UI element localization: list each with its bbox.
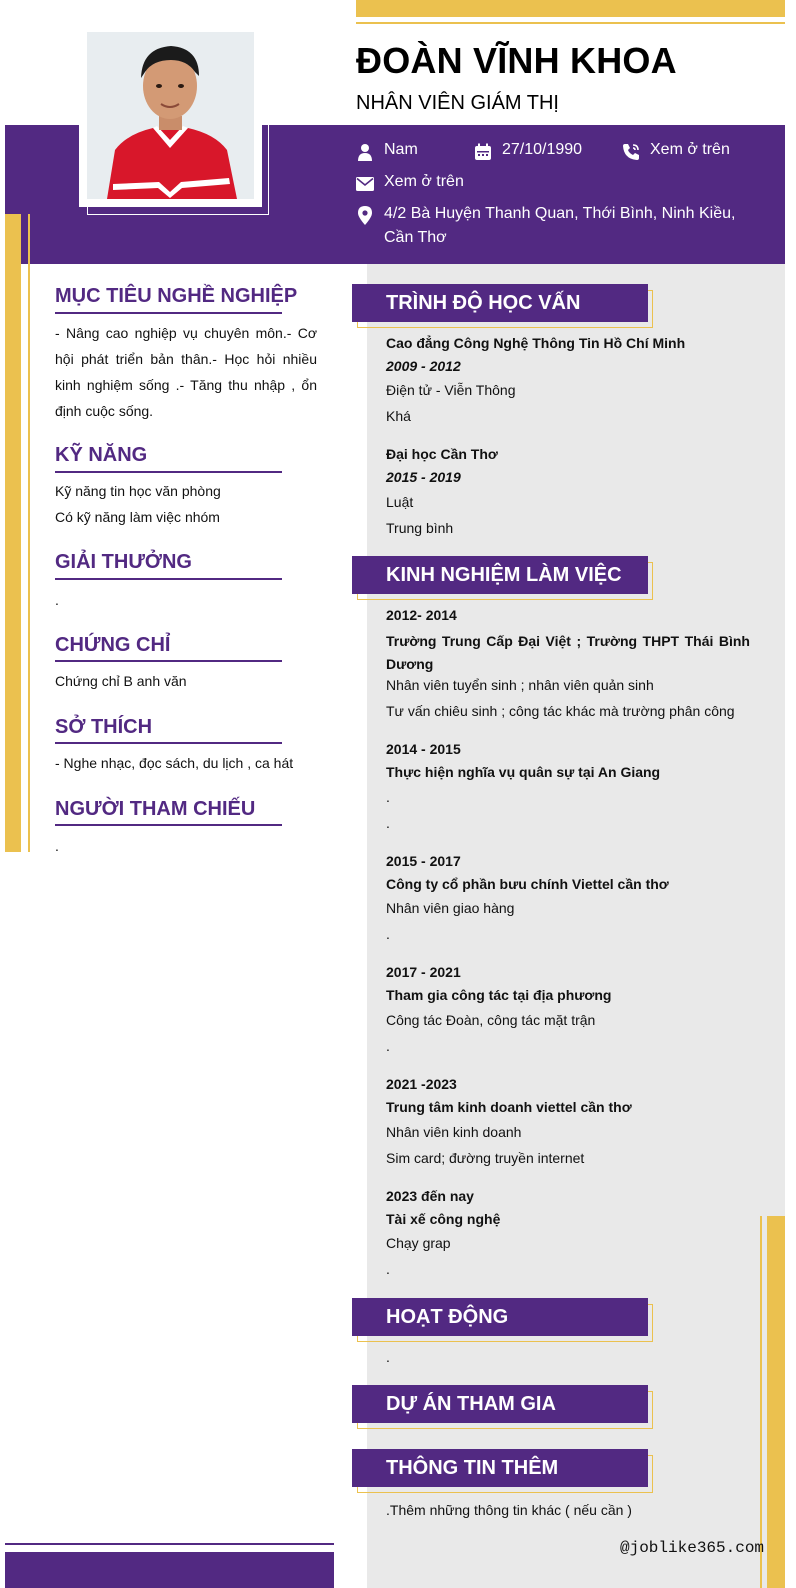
experience-description: .	[386, 815, 390, 831]
phone-icon	[620, 141, 642, 163]
skills-underline	[55, 471, 282, 473]
education-school: Đại học Cần Thơ	[386, 446, 498, 462]
experience-period: 2014 - 2015	[386, 741, 461, 757]
skills-title: KỸ NĂNG	[55, 444, 148, 466]
experience-period: 2023 đến nay	[386, 1188, 474, 1204]
education-grade: Khá	[386, 408, 411, 424]
left-gold-line	[28, 214, 30, 852]
right-gold-line	[760, 1216, 762, 1588]
certificates-title: CHỨNG CHỈ	[55, 634, 171, 656]
bottom-purple-line	[5, 1543, 334, 1545]
experience-position: Nhân viên tuyển sinh ; nhân viên quản sinh	[386, 677, 654, 693]
references-underline	[55, 824, 282, 826]
additional-title: THÔNG TIN THÊM	[352, 1449, 648, 1487]
awards-underline	[55, 578, 282, 580]
hobbies-underline	[55, 742, 282, 744]
experience-company: Tham gia công tác tại địa phương	[386, 987, 612, 1003]
email-info	[354, 173, 464, 195]
experience-company: Tài xế công nghệ	[386, 1211, 501, 1227]
hobbies-title: SỞ THÍCH	[55, 716, 153, 738]
experience-description: Sim card; đường truyền internet	[386, 1150, 585, 1166]
education-school: Cao đẳng Công Nghệ Thông Tin Hồ Chí Minh	[386, 335, 686, 351]
phone-info	[620, 141, 730, 163]
experience-position: Công tác Đoàn, công tác mặt trận	[386, 1012, 596, 1028]
experience-period: 2017 - 2021	[386, 964, 461, 980]
certificates-underline	[55, 660, 282, 662]
activities-title: HOẠT ĐỘNG	[352, 1298, 648, 1336]
certificates-text: Chứng chỉ B anh văn	[55, 673, 187, 689]
objective-underline	[55, 312, 282, 314]
experience-description: .	[386, 1261, 390, 1277]
experience-position: .	[386, 789, 390, 805]
candidate-name: ĐOÀN VĨNH KHOA	[356, 40, 677, 81]
experience-period: 2012- 2014	[386, 607, 457, 623]
top-gold-line	[356, 22, 785, 24]
education-title: TRÌNH ĐỘ HỌC VẤN	[352, 284, 648, 322]
education-period: 2009 - 2012	[386, 358, 461, 374]
education-major: Luật	[386, 494, 414, 510]
map-pin-icon	[354, 204, 376, 226]
dob-info	[472, 141, 582, 163]
experience-period: 2021 -2023	[386, 1076, 457, 1092]
awards-text: .	[55, 592, 59, 608]
education-major: Điện tử - Viễn Thông	[386, 382, 516, 398]
job-title: NHÂN VIÊN GIÁM THỊ	[356, 92, 559, 114]
bottom-purple-bar	[5, 1552, 334, 1588]
left-gold-bar	[5, 214, 21, 852]
experience-company: Công ty cổ phần bưu chính Viettel cần thơ	[386, 876, 669, 892]
watermark: @joblike365.com	[620, 1539, 765, 1557]
objective-text: - Nâng cao nghiệp vụ chuyên môn.- Cơ hội phát triển bản thân.- Học hỏi nhiều kinh nghiệm sống .- Tăng thu nhập , ổn định cuộc sống.	[55, 325, 317, 419]
experience-position: Chạy grap	[386, 1235, 451, 1251]
experience-description: .	[386, 1038, 390, 1054]
experience-title: KINH NGHIỆM LÀM VIỆC	[352, 556, 648, 594]
photo-frame	[79, 24, 262, 207]
skill-item: Kỹ năng tin học văn phòng	[55, 483, 221, 499]
profile-photo	[87, 32, 254, 199]
activities-text: .	[386, 1349, 390, 1365]
projects-title: DỰ ÁN THAM GIA	[352, 1385, 648, 1423]
experience-company: Trung tâm kinh doanh viettel cần thơ	[386, 1099, 632, 1115]
gender-info	[354, 141, 418, 163]
top-gold-bar	[356, 0, 785, 17]
right-gold-bar	[767, 1216, 785, 1588]
awards-title: GIẢI THƯỞNG	[55, 551, 192, 573]
education-period: 2015 - 2019	[386, 469, 461, 485]
experience-company: Thực hiện nghĩa vụ quân sự tại An Giang	[386, 764, 661, 780]
dob-value: 27/10/1990	[502, 141, 583, 158]
experience-description: .	[386, 926, 390, 942]
experience-company: Trường Trung Cấp Đại Việt ; Trường THPT Thái Bình Dương	[386, 633, 750, 672]
experience-period: 2015 - 2017	[386, 853, 461, 869]
education-grade: Trung bình	[386, 520, 454, 536]
experience-description: Tư vấn chiêu sinh ; công tác khác mà trường phân công	[386, 703, 735, 719]
experience-position: Nhân viên kinh doanh	[386, 1124, 522, 1140]
envelope-icon	[354, 173, 376, 195]
references-text: .	[55, 838, 59, 854]
references-title: NGƯỜI THAM CHIẾU	[55, 798, 256, 820]
calendar-icon	[472, 141, 494, 163]
experience-position: Nhân viên giao hàng	[386, 900, 515, 916]
hobbies-text: - Nghe nhạc, đọc sách, du lịch , ca hát	[55, 755, 294, 771]
phone-value: Xem ở trên	[650, 141, 730, 158]
skill-item: Có kỹ năng làm việc nhóm	[55, 509, 220, 525]
objective-title: MỤC TIÊU NGHỀ NGHIỆP	[55, 285, 298, 307]
person-icon	[354, 141, 376, 163]
additional-text: .Thêm những thông tin khác ( nếu cần )	[386, 1502, 632, 1518]
email-value: Xem ở trên	[384, 173, 464, 190]
gender-value: Nam	[384, 141, 418, 158]
address-value: 4/2 Bà Huyện Thanh Quan, Thới Bình, Ninh Kiều, Cần Thơ	[384, 205, 736, 246]
address-info	[354, 204, 764, 250]
